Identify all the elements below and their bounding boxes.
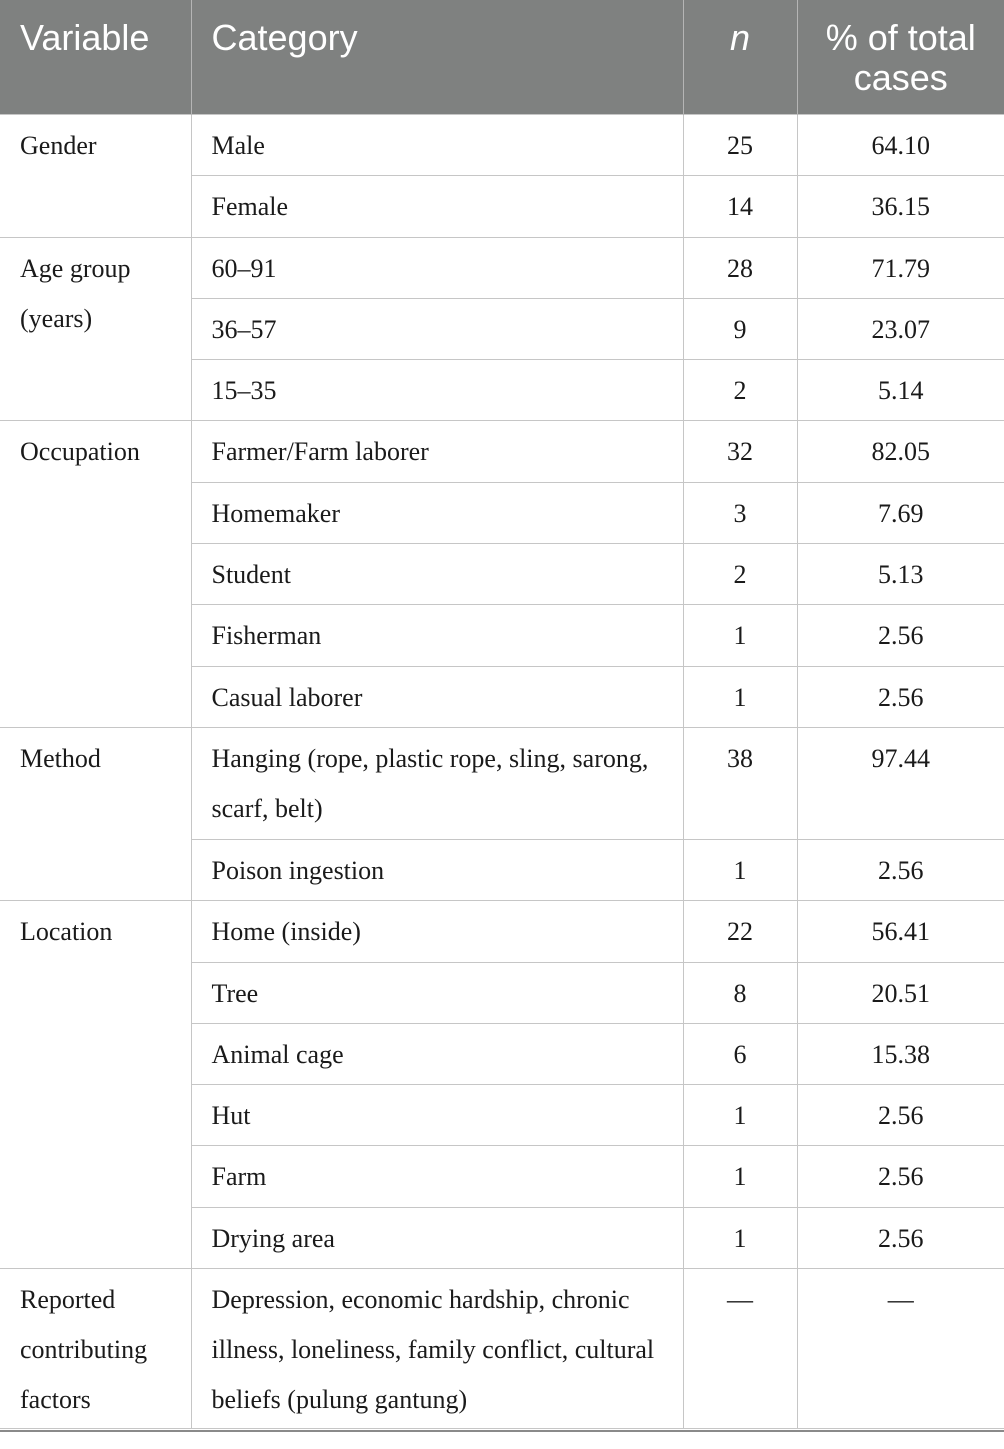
variable-cell: Gender [0,115,191,238]
pct-cell: 64.10 [797,115,1004,176]
table-bottom-rule [0,1430,1004,1432]
n-cell: 6 [683,1023,797,1084]
header-n: n [683,0,797,115]
pct-cell: 20.51 [797,962,1004,1023]
n-cell: 38 [683,727,797,839]
header-category: Category [191,0,683,115]
n-cell: 1 [683,839,797,900]
header-pct: % of total cases [797,0,1004,115]
pct-cell: 5.13 [797,544,1004,605]
category-cell: Home (inside) [191,901,683,962]
pct-cell: 56.41 [797,901,1004,962]
n-cell: 1 [683,666,797,727]
n-cell: 2 [683,360,797,421]
category-cell: Depression, economic hardship, chronic illness, loneliness, family conflict, cultural beliefs (pulung gantung) [191,1269,683,1429]
category-cell: Hanging (rope, plastic rope, sling, sarong, scarf, belt) [191,727,683,839]
n-cell: 14 [683,176,797,237]
category-cell: Farm [191,1146,683,1207]
category-cell: Poison ingestion [191,839,683,900]
pct-cell: 15.38 [797,1023,1004,1084]
category-cell: Farmer/Farm laborer [191,421,683,482]
pct-cell: 82.05 [797,421,1004,482]
n-cell: 9 [683,298,797,359]
category-cell: 15–35 [191,360,683,421]
pct-cell: 7.69 [797,482,1004,543]
pct-cell: 2.56 [797,1085,1004,1146]
pct-cell: 2.56 [797,1146,1004,1207]
pct-cell: 71.79 [797,237,1004,298]
n-cell: 1 [683,1146,797,1207]
table-row [0,115,1004,176]
category-cell: Homemaker [191,482,683,543]
variable-cell: Age group (years) [0,237,191,421]
n-cell: 22 [683,901,797,962]
n-cell: 1 [683,1207,797,1268]
category-cell: Female [191,176,683,237]
pct-cell: — [797,1269,1004,1429]
table-row [0,237,1004,298]
category-cell: 60–91 [191,237,683,298]
n-cell: 1 [683,1085,797,1146]
category-cell: Drying area [191,1207,683,1268]
table-row [0,901,1004,962]
category-cell: Animal cage [191,1023,683,1084]
n-cell: 1 [683,605,797,666]
pct-cell: 2.56 [797,839,1004,900]
pct-cell: 2.56 [797,666,1004,727]
variable-cell: Reported contributing factors [0,1269,191,1429]
variable-cell: Method [0,727,191,900]
n-cell: 8 [683,962,797,1023]
category-cell: Casual laborer [191,666,683,727]
variable-cell: Location [0,901,191,1269]
table-body [0,115,1004,1429]
n-cell: 2 [683,544,797,605]
pct-cell: 2.56 [797,1207,1004,1268]
pct-cell: 36.15 [797,176,1004,237]
category-cell: Fisherman [191,605,683,666]
pct-cell: 5.14 [797,360,1004,421]
n-cell: 32 [683,421,797,482]
category-cell: Student [191,544,683,605]
table-header [0,0,1004,115]
table-row [0,1269,1004,1429]
category-cell: Male [191,115,683,176]
n-cell: 3 [683,482,797,543]
n-cell: — [683,1269,797,1429]
table-row [0,421,1004,482]
table-row [0,727,1004,839]
header-variable: Variable [0,0,191,115]
n-cell: 28 [683,237,797,298]
category-cell: 36–57 [191,298,683,359]
category-cell: Hut [191,1085,683,1146]
pct-cell: 23.07 [797,298,1004,359]
pct-cell: 2.56 [797,605,1004,666]
pct-cell: 97.44 [797,727,1004,839]
header-row [0,0,1004,115]
category-cell: Tree [191,962,683,1023]
n-cell: 25 [683,115,797,176]
variable-cell: Occupation [0,421,191,727]
